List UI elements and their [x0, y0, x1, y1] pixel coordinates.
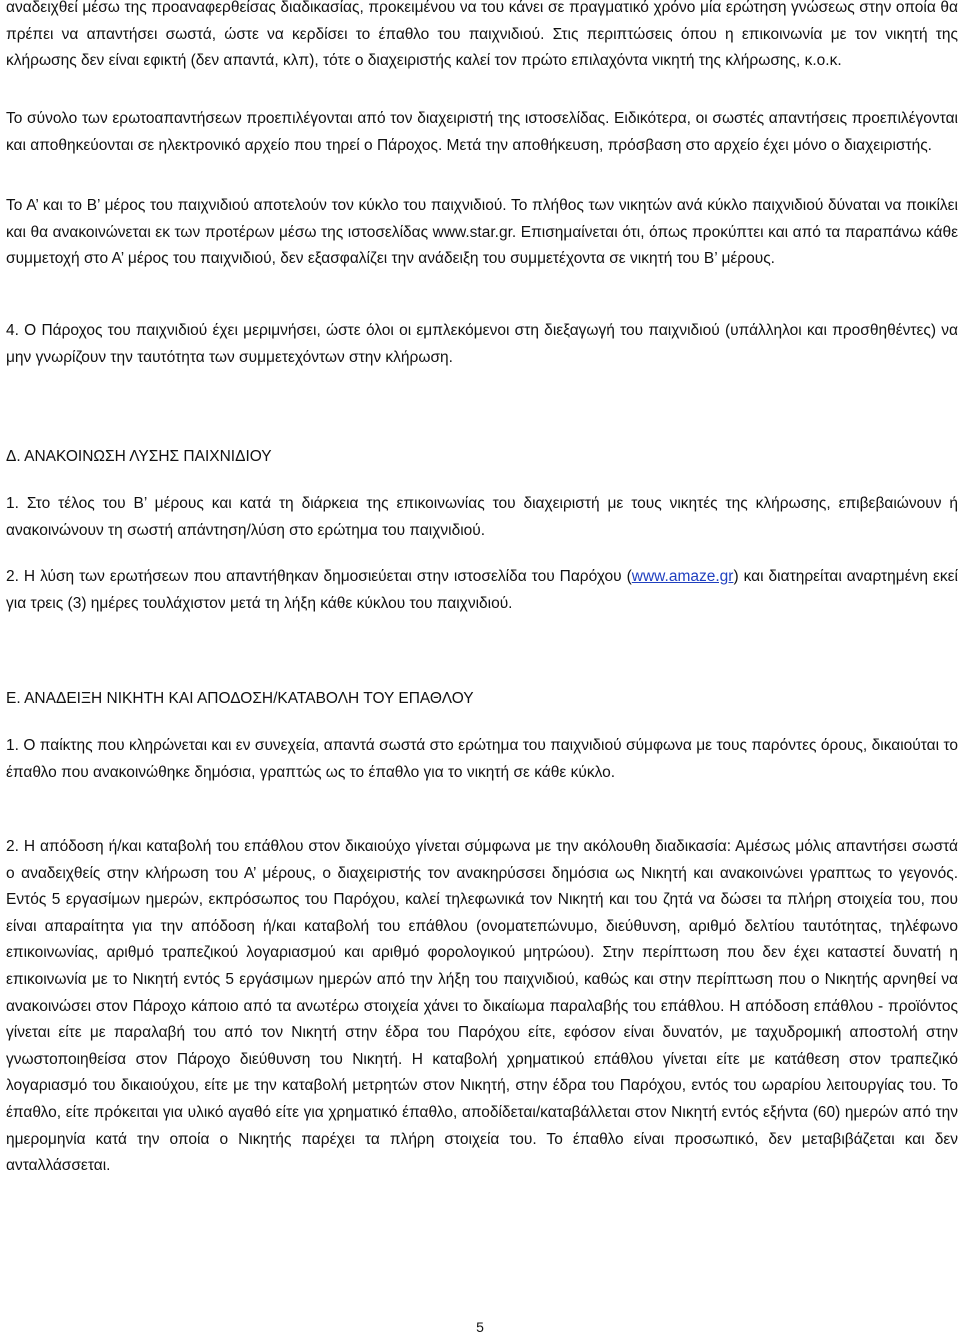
section-e-item-2: 2. Η απόδοση ή/και καταβολή του επάθλου στον δικαιούχο γίνεται σύμφωνα με την ακόλουθη διαδικασία: Αμέσως μόλις απαντήσει σωστά ο αναδειχθείς στην κλήρωση του Α’ μέρους, ο διαχειριστής τον ανακηρύσσει δημόσια ως Νικητή και ανακοινώνει γραπτως το γεγονός. Εντός 5 εργασίμων ημερών, εκπρόσωπος του Παρόχου, καλεί τηλεφωνικά τον Νικητή και του ζητά να δώσει τα πλήρη στοιχεία του, που είναι απαραίτητα για την απόδοση ή/και καταβολή του επάθλου (ονοματεπώνυμο, διεύθυνση, αριθμό δελτίου ταυτότητας, τηλέφωνο επικοινωνίας, αριθμό τραπεζικού λογαριασμού και αριθμό φορολογικού μητρώου). Στην περίπτωση που δεν έχει καταστεί δυνατή η επικοινωνία με το Νικητή εντός 5 εργάσιμων ημερών από την λήξη του παιχνιδιού, καθώς και στην περίπτωση που ο Νικητής αρνηθεί να ανακοινώσει στον Πάροχο κάποιο από τα ανωτέρω στοιχεία χάνει το δικαίωμα παραλαβής του επάθλου. Η απόδοση επάθλου - προϊόντος γίνεται είτε με παραλαβή του από τον Νικητή στην έδρα του Παρόχου είτε, εφόσον είναι δυνατόν, με ταχυδρομική αποστολή στην γνωστοποιηθείσα στον Πάροχο διεύθυνση του Νικητή. Η καταβολή χρηματικού επάθλου γίνεται είτε με κατάθεση στον τραπεζικό λογαριασμό του δικαιούχου, είτε με την καταβολή μετρητών στον Νικητή, στην έδρα του Παρόχου, εντός του ωραρίου λειτουργίας του. Το έπαθλο, είτε πρόκειται για υλικό αγαθό είτε για χρηματικό έπαθλο, αποδίδεται/καταβάλλεται στον Νικητή εντός εξήντα (60) ημερών από την ημερομηνία κατά την οποία ο Νικητής παρέχει τα πλήρη στοιχεία του. Το έπαθλο είναι προσωπικό, δεν μεταβιβάζεται και δεν ανταλλάσσεται. [6, 838, 958, 1175]
section-d-heading: Δ. ΑΝΑΚΟΙΝΩΣΗ ΛΥΣΗΣ ΠΑΙΧΝΙΔΙΟΥ [6, 448, 272, 465]
section-d-item-2-text-after: ) και διατηρείται αναρτημένη εκεί για τρεις (3) ημέρες τουλάχιστον μετά τη λήξη κάθε κύκλου του παιχνιδιού. [6, 568, 959, 612]
intro-paragraph-2: Το σύνολο των ερωτοαπαντήσεων προεπιλέγονται από τον διαχειριστή της ιστοσελίδας. Ειδικότερα, οι σωστές απαντήσεις προεπιλέγονται και αποθηκεύονται σε ηλεκτρονικό αρχείο που τηρεί ο Πάροχος. Μετά την αποθήκευση, πρόσβαση στο αρχείο έχει μόνο ο διαχειριστής. [6, 110, 958, 154]
intro-paragraph-3: Το Α’ και το Β’ μέρος του παιχνιδιού αποτελούν τον κύκλο του παιχνιδιού. Το πλήθος των νικητών ανά κύκλο παιχνιδιού δύναται να ποικίλει και θα ανακοινώνεται εκ των προτέρων μέσω της ιστοσελίδας www.star.gr. Επισημαίνεται ότι, όπως προκύπτει και από τα παραπάνω κάθε συμμετοχή στο Α’ μέρος του παιχνιδιού, δεν εξασφαλίζει την ανάδειξη του συμμετέχοντα σε νικητή του Β’ μέρους. [6, 197, 958, 268]
amaze-link[interactable]: www.amaze.gr [631, 568, 734, 585]
section-e-heading: Ε. ΑΝΑΔΕΙΞΗ ΝΙΚΗΤΗ ΚΑΙ ΑΠΟΔΟΣΗ/ΚΑΤΑΒΟΛΗ ΤΟΥ ΕΠΑΘΛΟΥ [6, 690, 474, 707]
section-d-item-2 [6, 564, 958, 617]
intro-paragraph-1: αναδειχθεί μέσω της προαναφερθείσας διαδικασίας, προκειμένου να του κάνει σε πραγματικό χρόνο μία ερώτηση γνώσεως στην οποία θα πρέπει να απαντήσει σωστά, ώστε να κερδίσει το έπαθλο του παιχνιδιού. Στις περιπτώσεις όπου η επικοινωνία με τον νικητή της κλήρωσης δεν είναι εφικτή (δεν απαντά, κλπ), τότε ο διαχειριστής καλεί τον πρώτο επιλαχόντα νικητή της κλήρωσης, κ.ο.κ. [6, 0, 958, 70]
item-4-paragraph: 4. Ο Πάροχος του παιχνιδιού έχει μεριμνήσει, ώστε όλοι οι εμπλεκόμενοι στη διεξαγωγή του παιχνιδιού (υπάλληλοι και προσθηθέντες) να μην γνωρίζουν την ταυτότητα των συμμετεχόντων στην κλήρωση. [6, 322, 958, 366]
section-e-item-1: 1. Ο παίκτης που κληρώνεται και εν συνεχεία, απαντά σωστά στο ερώτημα του παιχνιδιού σύμφωνα με τους παρόντες όρους, δικαιούται το έπαθλο που ανακοινώθηκε δημόσια, γραπτώς ως το έπαθλο για το νικητή σε κάθε κύκλο. [6, 737, 958, 781]
section-d-item-1: 1. Στο τέλος του Β’ μέρους και κατά τη διάρκεια της επικοινωνίας του διαχειριστή με τους νικητές της κλήρωσης, επιβεβαιώνουν ή ανακοινώνουν τη σωστή απάντηση/λύση στο ερώτημα του παιχνιδιού. [6, 495, 958, 539]
page-number: 5 [476, 1319, 484, 1335]
section-d-item-2-text-before: 2. Η λύση των ερωτήσεων που απαντήθηκαν δημοσιεύεται στην ιστοσελίδα του Παρόχου ( [6, 568, 632, 585]
